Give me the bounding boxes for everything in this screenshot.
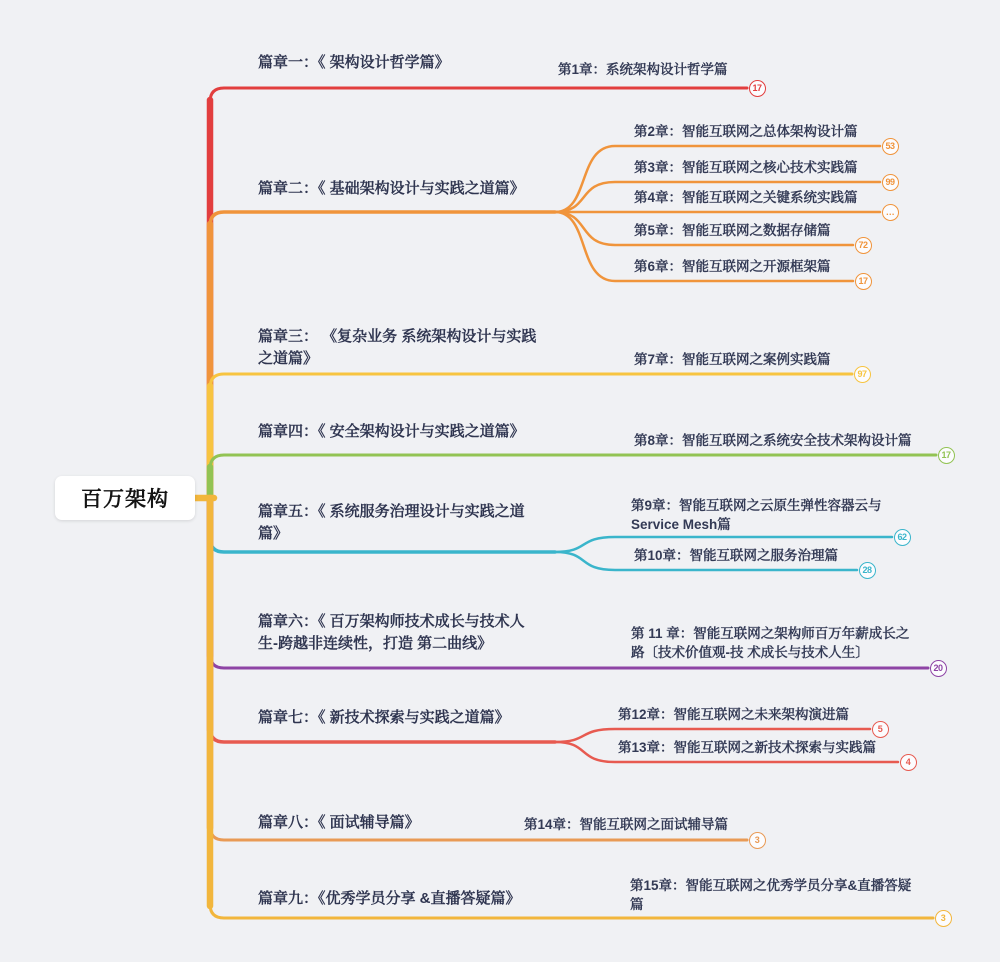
chapter-node-8-1-text: 第14章：智能互联网之面试辅导篇 bbox=[524, 817, 729, 832]
chapter-count-badge[interactable]: 4 bbox=[900, 754, 917, 771]
branch-node-9[interactable] bbox=[258, 888, 521, 910]
branch-node-3-text: 篇章三： 《复杂业务 系统架构设计与实践 bbox=[258, 328, 537, 345]
chapter-count-badge[interactable]: 17 bbox=[749, 80, 766, 97]
branch-node-3-text: 之道篇》 bbox=[258, 350, 319, 367]
chapter-node-6-1-text: 第 11 章：智能互联网之架构师百万年薪成长之 bbox=[631, 626, 910, 641]
branch-node-6[interactable] bbox=[258, 611, 525, 655]
branch-node-6-text: 篇章六：《 百万架构师技术成长与技术人 bbox=[258, 613, 525, 630]
chapter-count-badge[interactable]: 28 bbox=[859, 562, 876, 579]
chapter-node-5-2-text: 第10章：智能互联网之服务治理篇 bbox=[634, 548, 839, 563]
branch-node-1-text: 篇章一：《 架构设计哲学篇》 bbox=[258, 54, 450, 71]
branch-2-line bbox=[210, 212, 555, 226]
chapter-node-2-5-text: 第6章：智能互联网之开源框架篇 bbox=[634, 259, 831, 274]
chapter-node-8-1[interactable] bbox=[524, 815, 728, 834]
branch-node-4-text: 篇章四：《 安全架构设计与实践之道篇》 bbox=[258, 423, 525, 440]
branch-node-8[interactable] bbox=[258, 812, 420, 834]
chapter-count-badge[interactable]: 97 bbox=[854, 366, 871, 383]
chapter-node-4-1-text: 第8章：智能互联网之系统安全技术架构设计篇 bbox=[634, 433, 912, 448]
branch-7-line bbox=[210, 728, 555, 742]
chapter-node-7-1[interactable] bbox=[618, 705, 849, 724]
chapter-node-5-2[interactable] bbox=[634, 546, 838, 565]
chapter-node-2-1-text: 第2章：智能互联网之总体架构设计篇 bbox=[634, 124, 858, 139]
branch-node-4[interactable] bbox=[258, 421, 525, 443]
chapter-node-7-1-text: 第12章：智能互联网之未来架构演进篇 bbox=[618, 707, 850, 722]
chapter-node-1-1-text: 第1章：系统架构设计哲学篇 bbox=[558, 62, 728, 77]
chapter-node-2-4-text: 第5章：智能互联网之数据存储篇 bbox=[634, 223, 831, 238]
branch-node-5-text: 篇章五：《 系统服务治理设计与实践之道 bbox=[258, 503, 525, 520]
chapter-node-9-1[interactable] bbox=[630, 876, 911, 914]
chapter-node-5-1[interactable] bbox=[631, 496, 882, 534]
chapter-count-badge[interactable]: 17 bbox=[938, 447, 955, 464]
chapter-node-6-1[interactable] bbox=[631, 624, 909, 662]
root-label: 百万架构 bbox=[81, 488, 169, 511]
chapter-node-3-1[interactable] bbox=[634, 350, 831, 369]
branch-node-1[interactable] bbox=[258, 52, 450, 74]
chapter-node-1-1[interactable] bbox=[558, 60, 728, 79]
chapter-node-9-1-text: 篇 bbox=[630, 897, 644, 912]
chapter-node-9-1-text: 第15章：智能互联网之优秀学员分享&直播答疑 bbox=[630, 878, 912, 893]
chapter-count-badge[interactable]: 53 bbox=[882, 138, 899, 155]
chapter-count-badge[interactable]: 5 bbox=[872, 721, 889, 738]
chapter-node-2-2-text: 第3章：智能互联网之核心技术实践篇 bbox=[634, 160, 858, 175]
chapter-count-badge[interactable]: 62 bbox=[894, 529, 911, 546]
branch-node-9-text: 篇章九：《优秀学员分享 &直播答疑篇》 bbox=[258, 890, 521, 907]
chapter-node-2-3-text: 第4章：智能互联网之关键系统实践篇 bbox=[634, 190, 858, 205]
chapter-node-2-3[interactable] bbox=[634, 188, 858, 207]
branch-node-7[interactable] bbox=[258, 707, 510, 729]
chapter-node-5-1-text: 第9章：智能互联网之云原生弹性容器云与 bbox=[631, 498, 882, 513]
branch-node-6-text: 生-跨越非连续性，打造 第二曲线》 bbox=[258, 635, 493, 652]
chapter-node-7-2-text: 第13章：智能互联网之新技术探索与实践篇 bbox=[618, 740, 877, 755]
chapter-node-2-5[interactable] bbox=[634, 257, 831, 276]
branch-node-5[interactable] bbox=[258, 501, 525, 545]
chapter-node-5-1-text: Service Mesh篇 bbox=[631, 517, 731, 532]
chapter-count-badge[interactable]: 20 bbox=[930, 660, 947, 677]
chapter-node-2-2[interactable] bbox=[634, 158, 858, 177]
chapter-count-badge[interactable]: … bbox=[882, 204, 899, 221]
root-node[interactable] bbox=[55, 476, 195, 520]
branch-node-7-text: 篇章七：《 新技术探索与实践之道篇》 bbox=[258, 709, 510, 726]
branch-1-line bbox=[210, 88, 747, 102]
chapter-count-badge[interactable]: 3 bbox=[749, 832, 766, 849]
chapter-node-6-1-text: 路〔技术价值观-技 术成长与技术人生〕 bbox=[631, 645, 869, 660]
chapter-node-4-1[interactable] bbox=[634, 431, 912, 450]
chapter-count-badge[interactable]: 3 bbox=[935, 910, 952, 927]
chapter-node-3-1-text: 第7章：智能互联网之案例实践篇 bbox=[634, 352, 831, 367]
chapter-count-badge[interactable]: 99 bbox=[882, 174, 899, 191]
chapter-node-2-4[interactable] bbox=[634, 221, 831, 240]
branch-node-8-text: 篇章八：《 面试辅导篇》 bbox=[258, 814, 420, 831]
branch-node-3[interactable] bbox=[258, 326, 536, 370]
chapter-count-badge[interactable]: 17 bbox=[855, 273, 872, 290]
branch-node-5-text: 篇》 bbox=[258, 525, 289, 542]
branch-3-line bbox=[210, 374, 852, 388]
chapter-node-7-2[interactable] bbox=[618, 738, 876, 757]
chapter-count-badge[interactable]: 72 bbox=[855, 237, 872, 254]
branch-4-line bbox=[210, 455, 936, 469]
chapter-node-2-1[interactable] bbox=[634, 122, 858, 141]
branch-node-2-text: 篇章二：《 基础架构设计与实践之道篇》 bbox=[258, 180, 525, 197]
branch-node-2[interactable] bbox=[258, 178, 525, 200]
